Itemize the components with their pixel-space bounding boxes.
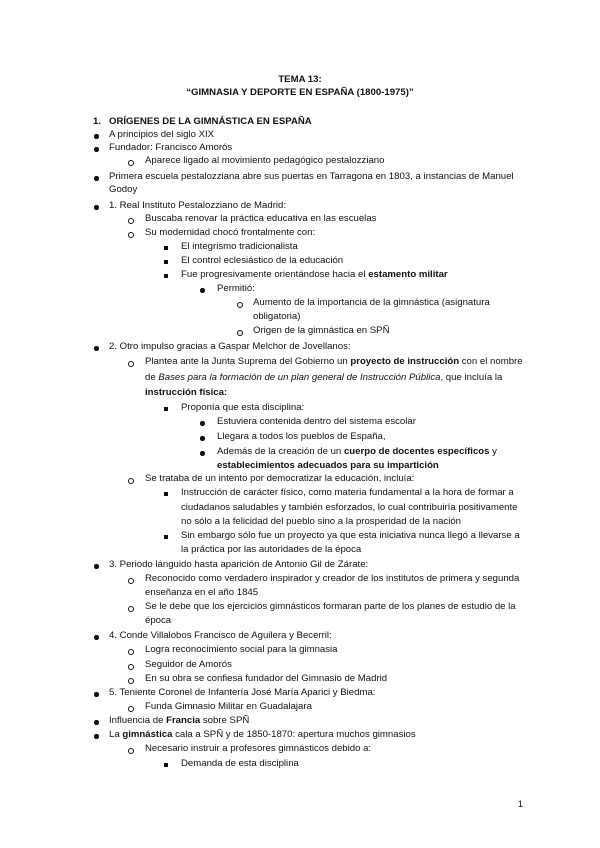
bullet-square-icon xyxy=(164,763,168,767)
page-number: 1 xyxy=(517,799,523,810)
bullet-disc-icon xyxy=(94,205,99,210)
list-item: El control eclesiástico de la educación xyxy=(181,255,344,266)
bullet-circle-icon xyxy=(128,649,134,655)
list-item: Además de la creación de un cuerpo de docentes específicos y xyxy=(217,446,497,457)
list-item: Seguidor de Amorós xyxy=(145,659,232,670)
list-item: Se trataba de un intento por democratizar la educación, incluía: xyxy=(145,473,415,484)
list-item: Plantea ante la Junta Suprema del Gobierno un proyecto de instrucción con el nombre xyxy=(145,356,523,367)
list-item-continuation: Godoy xyxy=(109,184,138,195)
bullet-square-icon xyxy=(164,407,168,411)
bullet-circle-icon xyxy=(237,302,243,308)
bullet-circle-icon xyxy=(128,606,134,612)
list-item: Estuviera contenida dentro del sistema escolar xyxy=(217,416,416,427)
list-item: Necesario instruir a profesores gimnásticos debido a: xyxy=(145,743,372,754)
document-title-line1: TEMA 13: xyxy=(278,74,322,85)
list-item: Reconocido como verdadero inspirador y creador de los institutos de primera y segunda xyxy=(145,573,520,584)
list-item: Se le debe que los ejercicios gimnásticos formaran parte de los planes de estudio de la xyxy=(145,601,516,612)
list-item: En su obra se confiesa fundador del Gimnasio de Madrid xyxy=(145,673,388,684)
list-item: Aparece ligado al movimiento pedagógico pestalozziano xyxy=(145,155,385,166)
list-item: 2. Otro impulso gracias a Gaspar Melchor de Jovellanos: xyxy=(109,341,351,352)
list-item: Origen de la gimnástica en SPÑ xyxy=(253,325,390,336)
list-item: Instrucción de carácter físico, como materia fundamental a la hora de formar a xyxy=(181,487,514,498)
list-item: Demanda de esta disciplina xyxy=(181,758,299,769)
list-item-continuation: establecimientos adecuados para su impartición xyxy=(217,460,439,471)
bullet-disc-icon xyxy=(94,734,99,739)
list-item: Su modernidad chocó frontalmente con: xyxy=(145,227,316,238)
list-item: Sin embargo sólo fue un proyecto ya que esta iniciativa nunca llegó a llevarse a xyxy=(181,530,520,541)
bullet-disc-icon xyxy=(94,147,99,152)
bullet-circle-icon xyxy=(128,218,134,224)
list-item: La gimnástica cala a SPÑ y de 1850-1870: apertura muchos gimnasios xyxy=(109,729,416,740)
bullet-circle-icon xyxy=(128,478,134,484)
list-item: Primera escuela pestalozziana abre sus puertas en Tarragona en 1803, a instancias de Manuel xyxy=(109,171,514,182)
list-item-continuation: no sólo a la felicidad del pueblo sino a la prosperidad de la nación xyxy=(181,516,462,527)
bullet-circle-icon xyxy=(237,330,243,336)
bullet-disc-icon xyxy=(94,134,99,139)
list-item-continuation: ciudadanos saludables y también esforzados, lo cual contribuiría positivamente xyxy=(181,502,518,513)
bullet-disc-icon xyxy=(200,451,205,456)
list-item: 1. Real Instituto Pestalozziano de Madrid: xyxy=(109,200,287,211)
bullet-disc-icon xyxy=(94,564,99,569)
bullet-disc-icon xyxy=(200,421,205,426)
bullet-disc-icon xyxy=(200,436,205,441)
section-number: 1. xyxy=(93,116,102,127)
bullet-disc-icon xyxy=(94,635,99,640)
list-item-continuation: enseñanza en el año 1845 xyxy=(145,587,259,598)
bullet-square-icon xyxy=(164,246,168,250)
bullet-circle-icon xyxy=(128,361,134,367)
list-item: 3. Periodo lánguido hasta aparición de Antonio Gil de Zárate: xyxy=(109,559,369,570)
list-item: 4. Conde Villalobos Francisco de Aguilera y Becerril: xyxy=(109,630,332,641)
list-item: Logra reconocimiento social para la gimnasia xyxy=(145,644,338,655)
list-item: El integrismo tradicionalista xyxy=(181,241,298,252)
list-item-continuation: de Bases para la formación de un plan general de Instrucción Pública, que incluía la xyxy=(145,372,503,383)
bullet-circle-icon xyxy=(128,578,134,584)
list-item: Permitió: xyxy=(217,283,255,294)
list-item: 5. Teniente Coronel de Infantería José María Aparici y Biedma: xyxy=(109,687,376,698)
bullet-disc-icon xyxy=(94,720,99,725)
document-title-line2: “GIMNASIA Y DEPORTE EN ESPAÑA (1800-1975)” xyxy=(186,87,414,98)
bullet-disc-icon xyxy=(200,288,205,293)
list-item: Influencia de Francia sobre SPÑ xyxy=(109,715,250,726)
bullet-circle-icon xyxy=(128,160,134,166)
list-item-continuation: instrucción física: xyxy=(145,387,228,398)
list-item: Fue progresivamente orientándose hacia el estamento militar xyxy=(181,269,448,280)
bullet-circle-icon xyxy=(128,706,134,712)
bullet-square-icon xyxy=(164,260,168,264)
bullet-disc-icon xyxy=(94,176,99,181)
list-item: Funda Gimnasio Militar en Guadalajara xyxy=(145,701,312,712)
bullet-circle-icon xyxy=(128,678,134,684)
list-item-continuation: obligatoria) xyxy=(253,311,301,322)
bullet-square-icon xyxy=(164,535,168,539)
bullet-circle-icon xyxy=(128,748,134,754)
bullet-disc-icon xyxy=(94,346,99,351)
list-item: Buscaba renovar la práctica educativa en las escuelas xyxy=(145,213,377,224)
list-item: Llegara a todos los pueblos de España, xyxy=(217,431,386,442)
list-item: Aumento de la importancia de la gimnástica (asignatura xyxy=(253,297,490,308)
bullet-square-icon xyxy=(164,492,168,496)
bullet-circle-icon xyxy=(128,664,134,670)
list-item-continuation: la práctica por las autoridades de la época xyxy=(181,544,362,555)
list-item-continuation: época xyxy=(145,615,172,626)
section-heading: ORÍGENES DE LA GIMNÁSTICA EN ESPAÑA xyxy=(109,116,312,127)
list-item: Proponía que esta disciplina: xyxy=(181,402,305,413)
bullet-circle-icon xyxy=(128,232,134,238)
bullet-square-icon xyxy=(164,274,168,278)
list-item: A principios del siglo XIX xyxy=(109,129,215,140)
list-item: Fundador: Francisco Amorós xyxy=(109,142,233,153)
bullet-disc-icon xyxy=(94,692,99,697)
